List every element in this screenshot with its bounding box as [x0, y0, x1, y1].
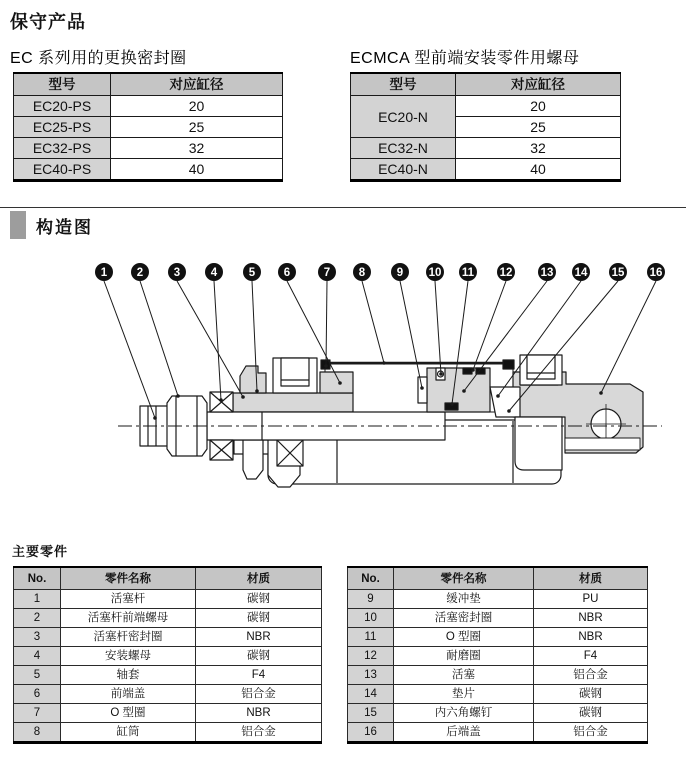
leader-line — [214, 281, 221, 400]
table-row — [14, 590, 322, 609]
table-cell: 32 — [456, 138, 621, 159]
leader-dot — [255, 389, 259, 393]
table-cell: 12 — [348, 647, 394, 666]
section-marker-block — [10, 211, 26, 239]
table-cell: 轴套 — [61, 666, 196, 685]
parts-table-right — [347, 566, 648, 744]
parts-section-title: 主要零件 — [12, 544, 69, 559]
callout-number: 10 — [428, 267, 442, 280]
leader-line — [435, 281, 441, 374]
rod-seal-holder-shape — [240, 366, 266, 393]
table-cell: 16 — [348, 723, 394, 743]
column-header-name: 零件名称 — [61, 567, 196, 590]
leader-dot — [439, 372, 443, 376]
leader-dot — [241, 395, 245, 399]
callout-number: 11 — [461, 267, 475, 280]
table-row — [14, 138, 283, 159]
callout-3 — [168, 263, 245, 399]
table-row — [14, 647, 322, 666]
washer-screw-shape — [490, 387, 520, 417]
table-cell: NBR — [196, 704, 322, 723]
table-row — [348, 685, 648, 704]
structure-section-title: 构造图 — [36, 218, 93, 237]
table-cell: 铝合金 — [534, 723, 648, 743]
table-cell: 10 — [348, 609, 394, 628]
table-cell: 碳钢 — [196, 647, 322, 666]
column-header-no: No. — [14, 567, 61, 590]
table-row — [14, 723, 322, 743]
callout-10 — [426, 263, 444, 376]
table-cell: NBR — [534, 609, 648, 628]
leader-line — [104, 281, 155, 418]
leader-dot — [471, 368, 475, 372]
table-row — [351, 138, 621, 159]
table-cell: NBR — [534, 628, 648, 647]
leader-dot — [324, 364, 328, 368]
table-cell: 2 — [14, 609, 61, 628]
table-cell: 活塞密封圈 — [394, 609, 534, 628]
table-cell: NBR — [196, 628, 322, 647]
leader-dot — [382, 361, 386, 365]
table-cell: 碳钢 — [534, 704, 648, 723]
callout-number: 4 — [210, 267, 218, 280]
leader-dot — [219, 398, 223, 402]
table-cell: O 型圈 — [394, 628, 534, 647]
table-cell: 9 — [348, 590, 394, 609]
callout-1 — [95, 263, 157, 420]
table-cell: 7 — [14, 704, 61, 723]
table-cell: 铝合金 — [196, 723, 322, 743]
cushion-pad-shape — [418, 377, 427, 403]
leader-dot — [153, 416, 157, 420]
callout-number: 12 — [499, 267, 513, 280]
table-row — [14, 96, 283, 117]
table-cell: 13 — [348, 666, 394, 685]
rear-port-boss-shape — [520, 355, 562, 385]
table-cell: 前端盖 — [61, 685, 196, 704]
callout-8 — [353, 263, 386, 365]
table-row — [14, 159, 283, 181]
table-cell: EC20-N — [351, 96, 456, 138]
callout-16 — [599, 263, 665, 395]
table-cell: EC25-PS — [14, 117, 111, 138]
callout-number: 1 — [100, 267, 108, 280]
table-cell: 8 — [14, 723, 61, 743]
table-cell: 铝合金 — [534, 666, 648, 685]
table-cell: 碳钢 — [534, 685, 648, 704]
table-row — [14, 685, 322, 704]
table-cell: 内六角螺钉 — [394, 704, 534, 723]
table-cell: 1 — [14, 590, 61, 609]
column-header-material: 材质 — [534, 567, 648, 590]
table-cell: 14 — [348, 685, 394, 704]
callout-number: 3 — [173, 267, 181, 280]
table-cell: O 型圈 — [61, 704, 196, 723]
table-cell: EC20-PS — [14, 96, 111, 117]
callout-number: 5 — [248, 267, 256, 280]
table-cell: 铝合金 — [196, 685, 322, 704]
column-header-bore: 对应缸径 — [111, 73, 283, 96]
table-cell: 32 — [111, 138, 283, 159]
table-cell: F4 — [534, 647, 648, 666]
callout-number: 9 — [396, 267, 404, 280]
table-cell: 15 — [348, 704, 394, 723]
table-cell: 20 — [456, 96, 621, 117]
cylinder-structure-diagram — [0, 255, 686, 505]
column-header-model: 型号 — [14, 73, 111, 96]
table-cell: 20 — [111, 96, 283, 117]
callout-number: 2 — [136, 267, 144, 280]
table-row — [348, 590, 648, 609]
seal-table-title: EC 系列用的更换密封圈 — [10, 50, 187, 67]
table-row — [348, 704, 648, 723]
table-cell: 活塞杆密封圈 — [61, 628, 196, 647]
leader-line — [326, 281, 327, 366]
table-row — [348, 609, 648, 628]
leader-dot — [496, 394, 500, 398]
table-cell: EC40-PS — [14, 159, 111, 181]
leader-dot — [338, 381, 342, 385]
leader-dot — [176, 394, 180, 398]
callout-number: 7 — [323, 267, 331, 280]
column-header-bore: 对应缸径 — [456, 73, 621, 96]
table-row — [351, 96, 621, 117]
leader-line — [177, 281, 243, 397]
table-cell: 后端盖 — [394, 723, 534, 743]
table-cell: 40 — [111, 159, 283, 181]
table-cell: EC32-PS — [14, 138, 111, 159]
leader-line — [362, 281, 384, 363]
front-port-boss-shape — [273, 358, 317, 393]
callout-number: 6 — [283, 267, 291, 280]
table-cell: F4 — [196, 666, 322, 685]
leader-line — [601, 281, 656, 393]
table-row — [14, 666, 322, 685]
table-row — [14, 628, 322, 647]
table-cell: 安装螺母 — [61, 647, 196, 666]
table-header-row — [351, 73, 621, 96]
table-cell: 3 — [14, 628, 61, 647]
rear-o-ring-shape — [503, 360, 514, 369]
seal-replacement-table — [13, 72, 283, 182]
table-row — [14, 117, 283, 138]
leader-dot — [462, 389, 466, 393]
table-header-row — [14, 567, 322, 590]
leader-dot — [420, 386, 424, 390]
table-cell: 活塞 — [394, 666, 534, 685]
table-row — [351, 159, 621, 181]
table-cell: EC32-N — [351, 138, 456, 159]
table-row — [14, 609, 322, 628]
table-cell: 25 — [111, 117, 283, 138]
table-row — [348, 628, 648, 647]
table-cell: PU — [534, 590, 648, 609]
table-cell: 25 — [456, 117, 621, 138]
table-row — [348, 666, 648, 685]
leader-dot — [507, 409, 511, 413]
column-header-name: 零件名称 — [394, 567, 534, 590]
table-cell: 活塞杆 — [61, 590, 196, 609]
nut-table-title: ECMCA 型前端安装零件用螺母 — [350, 50, 580, 67]
table-cell: 活塞杆前端螺母 — [61, 609, 196, 628]
table-cell: 碳钢 — [196, 590, 322, 609]
callout-4 — [205, 263, 223, 402]
leader-line — [140, 281, 178, 396]
table-cell: 耐磨圈 — [394, 647, 534, 666]
column-header-material: 材质 — [196, 567, 322, 590]
table-cell: 垫片 — [394, 685, 534, 704]
front-mounting-nut-table — [350, 72, 621, 182]
callout-number: 16 — [649, 267, 663, 280]
leader-dot — [450, 402, 454, 406]
column-header-no: No. — [348, 567, 394, 590]
page-title: 保守产品 — [10, 12, 86, 32]
rear-lower-block-shape — [515, 417, 562, 470]
leader-dot — [599, 391, 603, 395]
table-cell: 5 — [14, 666, 61, 685]
table-cell: EC40-N — [351, 159, 456, 181]
callout-number: 13 — [540, 267, 554, 280]
callout-12 — [471, 263, 515, 372]
table-header-row — [348, 567, 648, 590]
table-cell: 40 — [456, 159, 621, 181]
callout-number: 14 — [574, 267, 588, 280]
callout-number: 8 — [358, 267, 366, 280]
table-cell: 4 — [14, 647, 61, 666]
table-cell: 6 — [14, 685, 61, 704]
parts-table-left — [13, 566, 322, 744]
callout-7 — [318, 263, 336, 368]
column-header-model: 型号 — [351, 73, 456, 96]
bushing-section-shape — [277, 440, 303, 466]
table-cell: 11 — [348, 628, 394, 647]
section-divider-rule — [0, 207, 686, 208]
table-cell: 缓冲垫 — [394, 590, 534, 609]
table-row — [348, 723, 648, 743]
table-cell: 缸筒 — [61, 723, 196, 743]
table-cell: 碳钢 — [196, 609, 322, 628]
callout-number: 15 — [611, 267, 625, 280]
table-header-row — [14, 73, 283, 96]
table-row — [14, 704, 322, 723]
table-row — [348, 647, 648, 666]
callout-2 — [131, 263, 180, 398]
